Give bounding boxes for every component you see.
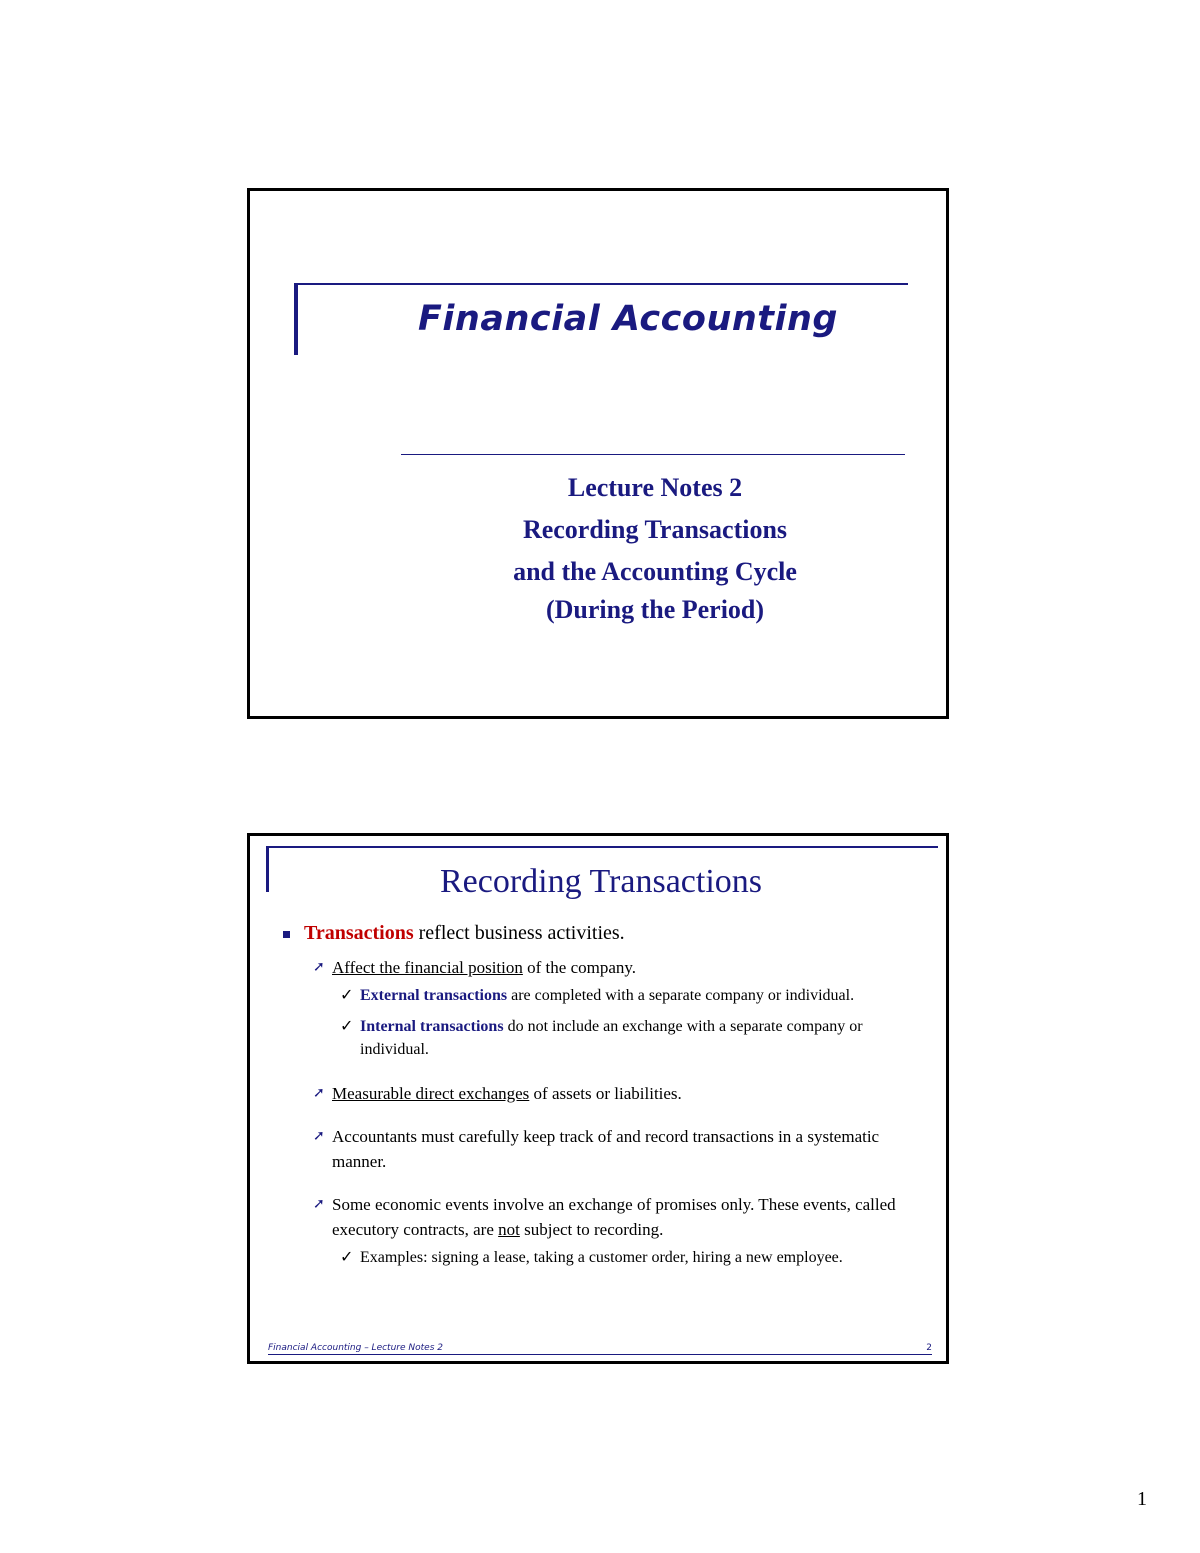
content-slide	[247, 833, 949, 1364]
bullet-term: Transactions	[304, 922, 414, 944]
check-external	[280, 984, 932, 1007]
arrow-bullet-icon: ➚	[313, 1129, 325, 1144]
arrow-bullet-icon: ➚	[313, 1197, 325, 1212]
bullet-text: subject to recording.	[519, 1220, 664, 1239]
check-text: are completed with a separate company or individual.	[507, 987, 855, 1004]
arrow-bullet-icon: ➚	[313, 960, 325, 975]
accent-top-line	[294, 283, 908, 285]
bullet-text: Accountants must carefully keep track of and record transactions in a systematic manner.	[332, 1127, 880, 1171]
underlined-text: not	[498, 1220, 520, 1239]
sub-bullet-executory	[280, 1192, 932, 1242]
subtitle-line: (During the Period)	[545, 595, 765, 624]
sub-bullet-financial-position	[280, 955, 932, 980]
subtitle-line: Recording Transactions	[522, 515, 788, 544]
page-number: 1	[1137, 1488, 1147, 1510]
checkmark-icon: ✓	[340, 1018, 354, 1035]
slide-number: 2	[926, 1343, 932, 1353]
checkmark-icon: ✓	[340, 1249, 354, 1266]
bullet-text: of assets or liabilities.	[529, 1084, 682, 1103]
title-slide	[247, 188, 949, 719]
check-text: do not include an exchange with a separate company or individual.	[360, 1018, 863, 1058]
sub-bullet-measurable	[280, 1081, 932, 1106]
accent-subtitle-line	[401, 454, 905, 455]
bullet-text: Some economic events involve an exchange of promises only. These events, called executory contracts, are	[332, 1195, 896, 1239]
accent-top-line	[266, 846, 938, 848]
check-internal	[280, 1015, 932, 1061]
slide1-title: Financial Accounting	[418, 299, 838, 339]
slide2-title: Recording Transactions	[439, 863, 763, 900]
bullet-text: reflect business activities.	[413, 922, 625, 944]
sub-bullet-accountants	[280, 1124, 932, 1174]
check-term: Internal transactions	[360, 1018, 504, 1035]
footer-divider	[268, 1354, 932, 1355]
slide-footer: Financial Accounting – Lecture Notes 2	[268, 1343, 443, 1353]
bullet-transactions	[280, 922, 932, 945]
underlined-text: Measurable direct exchanges	[332, 1084, 530, 1103]
slide1-subtitle	[405, 467, 905, 631]
subtitle-line: Lecture Notes 2	[567, 473, 743, 502]
check-text: Examples: signing a lease, taking a customer order, hiring a new employee.	[360, 1249, 843, 1266]
check-term: External transactions	[360, 987, 508, 1004]
checkmark-icon: ✓	[340, 987, 354, 1004]
underlined-text: Affect the financial position	[332, 958, 523, 977]
accent-left-bar	[294, 283, 298, 355]
square-bullet-icon	[283, 931, 290, 938]
subtitle-line: and the Accounting Cycle	[513, 557, 797, 586]
slide2-content	[280, 922, 932, 1269]
check-examples	[280, 1246, 932, 1269]
bullet-text: of the company.	[522, 958, 637, 977]
arrow-bullet-icon: ➚	[313, 1086, 325, 1101]
